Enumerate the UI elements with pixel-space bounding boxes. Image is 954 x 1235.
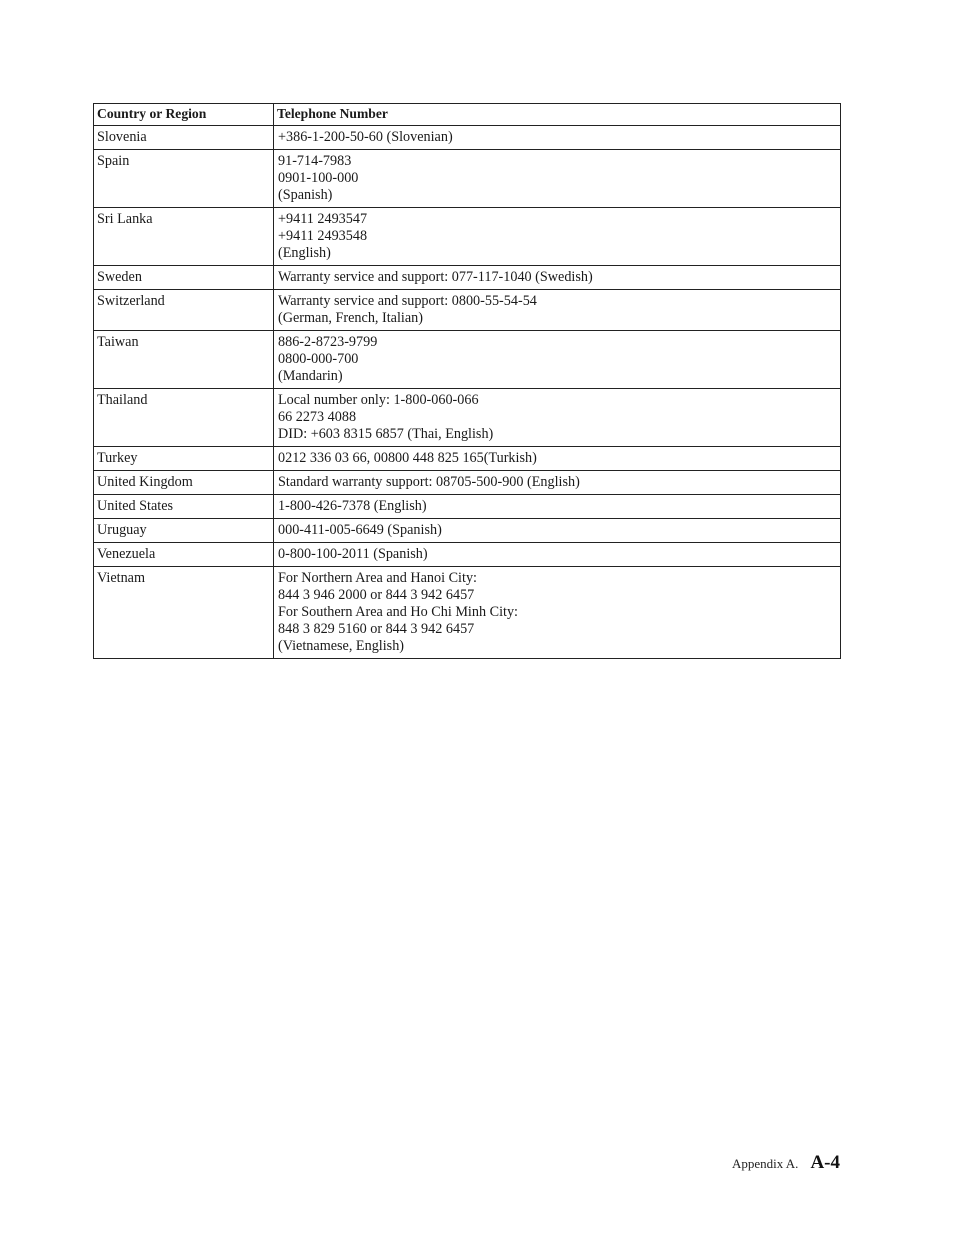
- table-row: [94, 331, 841, 389]
- table-row: [94, 150, 841, 208]
- table-row: [94, 266, 841, 290]
- telephone-line: Warranty service and support: 077-117-1040 (Swedish): [278, 269, 593, 285]
- telephone-line: 000-411-005-6649 (Spanish): [278, 522, 442, 538]
- telephone-line: +386-1-200-50-60 (Slovenian): [278, 129, 453, 145]
- telephone-line: 0212 336 03 66, 00800 448 825 165(Turkish): [278, 450, 537, 466]
- contact-table: [93, 103, 841, 659]
- header-country: Country or Region: [94, 104, 274, 126]
- telephone-line: Local number only: 1-800-060-066: [278, 392, 479, 408]
- country-cell: Uruguay: [94, 519, 274, 543]
- country-cell: Sweden: [94, 266, 274, 290]
- table-row: [94, 447, 841, 471]
- telephone-line: 66 2273 4088: [278, 409, 357, 425]
- telephone-line: Standard warranty support: 08705-500-900 (English): [278, 474, 580, 490]
- table-row: [94, 567, 841, 659]
- country-cell: Turkey: [94, 447, 274, 471]
- telephone-line: (Vietnamese, English): [278, 638, 405, 654]
- telephone-cell: [274, 519, 841, 543]
- country-cell: Thailand: [94, 389, 274, 447]
- telephone-line: 0800-000-700: [278, 351, 359, 367]
- telephone-line: (English): [278, 245, 331, 261]
- table-row: [94, 519, 841, 543]
- country-cell: United Kingdom: [94, 471, 274, 495]
- appendix-label: Appendix A.: [731, 1156, 799, 1171]
- telephone-cell: [274, 567, 841, 659]
- telephone-cell: [274, 471, 841, 495]
- telephone-cell: [274, 447, 841, 471]
- header-telephone: Telephone Number: [274, 104, 841, 126]
- telephone-line: +9411 2493548: [278, 228, 368, 244]
- telephone-line: 886-2-8723-9799: [278, 334, 378, 350]
- telephone-line: 0-800-100-2011 (Spanish): [278, 546, 428, 562]
- country-cell: Venezuela: [94, 543, 274, 567]
- telephone-cell: [274, 331, 841, 389]
- telephone-cell: [274, 150, 841, 208]
- telephone-cell: [274, 495, 841, 519]
- page-number: A-4: [810, 1152, 840, 1173]
- country-cell: Spain: [94, 150, 274, 208]
- table-header: [94, 104, 841, 126]
- country-cell: Vietnam: [94, 567, 274, 659]
- country-cell: Slovenia: [94, 126, 274, 150]
- telephone-line: 91-714-7983: [278, 153, 352, 169]
- telephone-cell: [274, 208, 841, 266]
- header-row: [94, 104, 841, 126]
- table-row: [94, 495, 841, 519]
- telephone-line: DID: +603 8315 6857 (Thai, English): [278, 426, 494, 442]
- telephone-line: (German, French, Italian): [278, 310, 423, 326]
- table-row: [94, 543, 841, 567]
- telephone-line: 0901-100-000: [278, 170, 359, 186]
- telephone-cell: [274, 126, 841, 150]
- telephone-line: 1-800-426-7378 (English): [278, 498, 427, 514]
- telephone-line: 848 3 829 5160 or 844 3 942 6457: [278, 621, 475, 637]
- telephone-line: For Northern Area and Hanoi City:: [278, 570, 477, 586]
- table-row: [94, 290, 841, 331]
- page-footer: [732, 1152, 840, 1174]
- telephone-line: (Mandarin): [278, 368, 343, 384]
- country-cell: United States: [94, 495, 274, 519]
- telephone-line: +9411 2493547: [278, 211, 368, 227]
- telephone-cell: [274, 266, 841, 290]
- table-row: [94, 208, 841, 266]
- country-cell: Switzerland: [94, 290, 274, 331]
- telephone-line: 844 3 946 2000 or 844 3 942 6457: [278, 587, 475, 603]
- country-cell: Taiwan: [94, 331, 274, 389]
- telephone-cell: [274, 290, 841, 331]
- telephone-cell: [274, 389, 841, 447]
- country-cell: Sri Lanka: [94, 208, 274, 266]
- telephone-cell: [274, 543, 841, 567]
- telephone-line: (Spanish): [278, 187, 333, 203]
- table-row: [94, 389, 841, 447]
- telephone-line: For Southern Area and Ho Chi Minh City:: [278, 604, 518, 620]
- table-body: [94, 126, 841, 659]
- telephone-line: Warranty service and support: 0800-55-54-54: [278, 293, 537, 309]
- table-row: [94, 471, 841, 495]
- table-row: [94, 126, 841, 150]
